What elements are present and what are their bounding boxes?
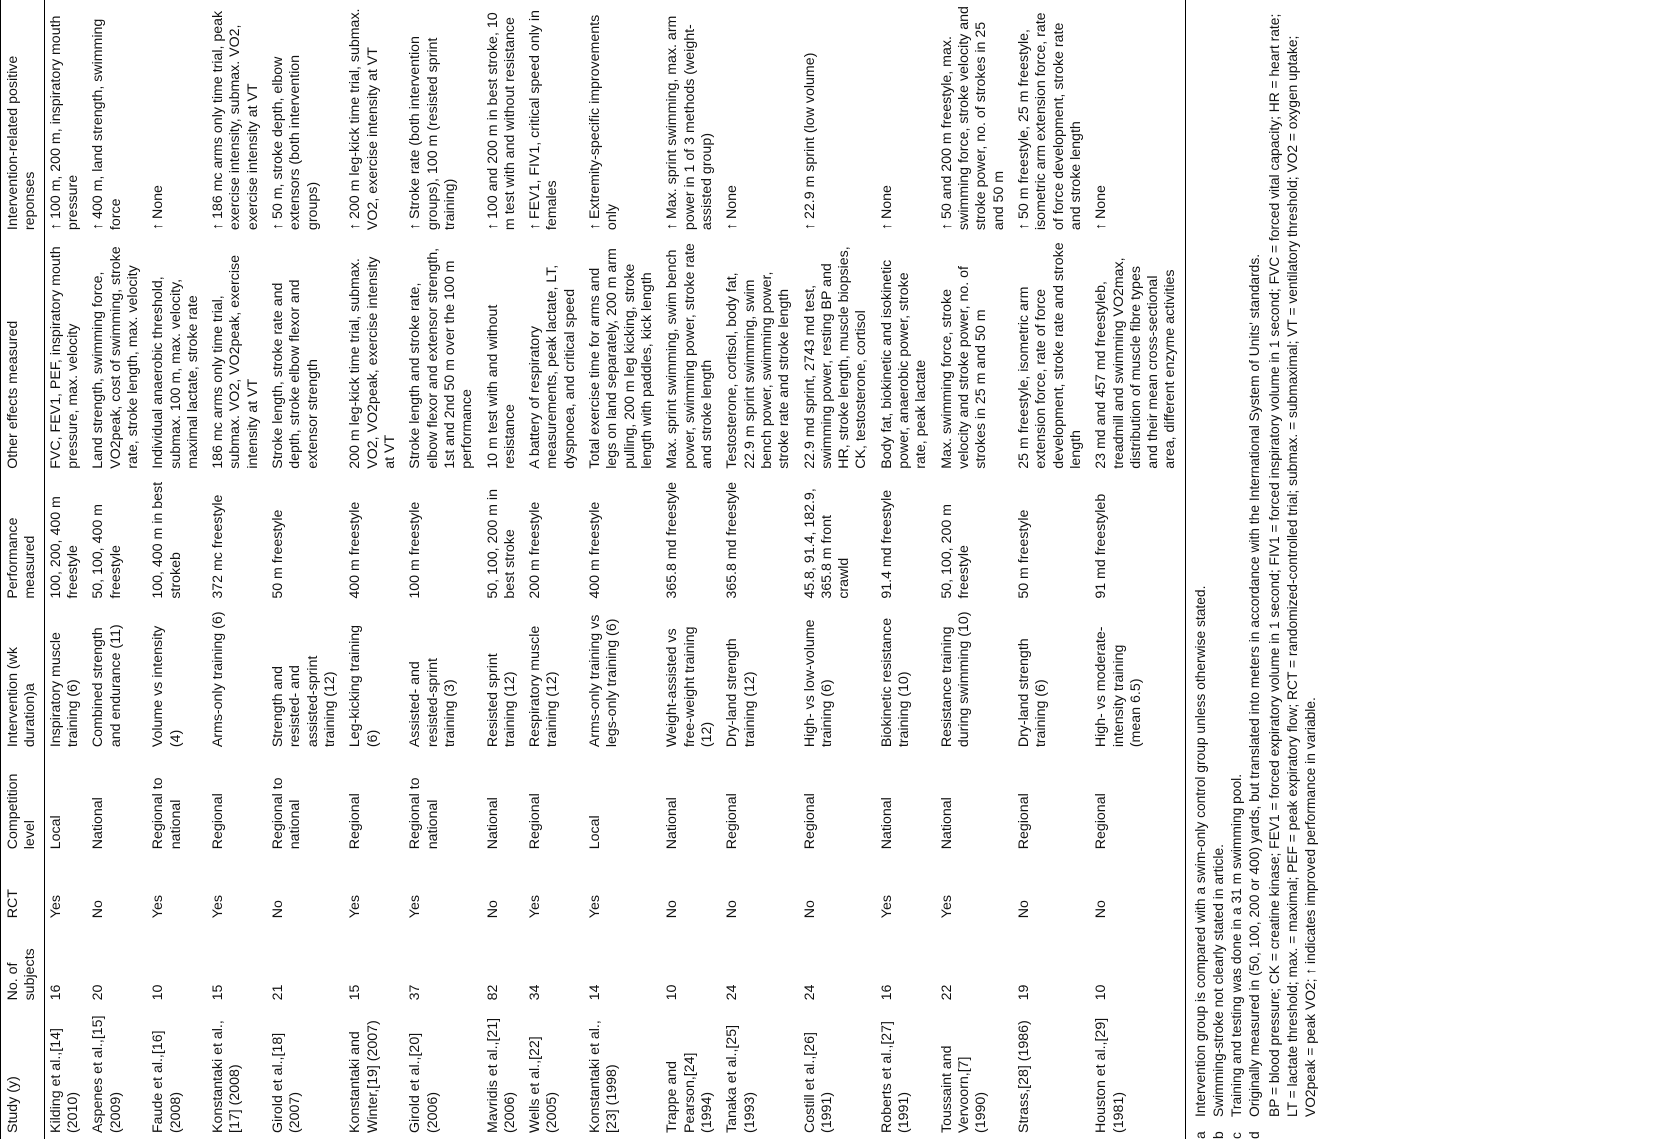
table-cell: ↑ 22.9 m sprint (low volume) [801,52,818,231]
table-cell: Regional [1090,753,1185,855]
table-cell: Dry-land strength training (6) [1015,638,1050,748]
table-cell: 16 [878,984,895,1001]
table-cell: Max. sprint swimming, swim bench power, swimming power, stroke rate and stroke length [664,243,715,469]
table-cell: Mavridis et al.,[21] (2006) [484,1017,518,1133]
table-cell: 24 [724,984,741,1001]
table-cell: No [270,900,287,919]
table-cell: 10 m test with and without resistance [484,304,518,469]
table-cell: Total exercise time for arms and legs on land separately, 200 m arm pulling, 200 m leg kicking, stroke length with paddles, kick length [587,248,655,469]
table-cell: No [801,900,818,919]
table-cell: Yes [407,895,424,919]
table-cell: No [724,900,741,919]
table-cell: Dry-land strength training (12) [724,638,758,748]
table-cell: 372 mc freestyle [210,494,227,599]
table-cell: ↑ FEV1, FIV1, critical speed only in females [527,10,561,231]
table-cell: ↑ None [724,185,741,231]
table-cell: 50 m freestyle [270,509,287,599]
table-cell: 50, 100, 400 m freestyle [90,504,124,599]
footnote [1246,4,1264,1139]
table-cell: National [484,797,501,850]
table-row [1090,0,1185,1139]
table-cell: ↑ Extremity-specific improvements only [587,14,621,231]
table-cell: Respiratory muscle training (12) [527,625,561,748]
footnote-text: Intervention group is compared with a swim-only control group unless otherwise stated. [1192,585,1208,1117]
table-cell: Wells et al.,[22] (2005) [527,1036,561,1133]
footnote-text: Training and testing was done in a 31 m swimming pool. [1229,773,1245,1117]
table-cell: ↑ 186 mc arms only time trial, peak exercise intensity, submax. VO2, exercise intensity at VT [210,10,261,231]
footnote-text: Swimming-stroke not clearly stated in article. [1210,844,1226,1117]
table-cell: Volume vs intensity (4) [150,625,184,748]
table-cell: Konstantaki and Winter,[19] (2007) [347,1020,381,1133]
table-cell: Land strength, swimming force, VO2peak, cost of swimming, stroke rate, stroke length, max. velocity [90,246,141,469]
table-cell: Faude et al.,[16] (2008) [150,1030,184,1133]
table-cell: ↑ 200 m leg-kick time trial, submax. VO2, exercise intensity at VT [347,8,381,231]
table-cell: Strength and resisted- and assisted-sprint training (12) [270,655,338,748]
table-cell: Konstantaki et al.,[23] (1998) [587,1020,621,1133]
footnote-letter: d [1247,1131,1263,1139]
table-cell: 400 m freestyle [347,501,364,599]
table-cell: 21 [270,984,287,1001]
table-cell: ↑ Max. sprint swimming, max. arm power in 1 of 3 methods (weight-assisted group) [664,15,715,231]
table-cell: Arms-only training (6) [210,611,227,748]
footnotes [1192,4,1320,1139]
table-cell: Body fat, biokinetic and isokinetic power, anaerobic power, stroke rate, peak lactate [878,259,930,469]
table-row [147,0,207,1139]
table-cell: Regional to national [150,777,184,850]
footnote-text: Originally measured in (50, 100, 200 or 400) yards, but translated into meters in accordance with the International System of Units' standards. [1247,253,1263,1117]
table-cell: Weight-assisted vs free-weight training (12) [664,626,715,748]
column-header: Competition level [1,753,45,855]
table-row [524,0,584,1139]
table-cell: Local [47,815,64,850]
table-cell: Roberts et al.,[27] (1991) [878,1021,913,1133]
table-cell: Aspenes et al.,[15] (2009) [90,1015,124,1133]
column-header: No. of subjects [1,924,45,1006]
table-row [799,0,876,1139]
table-row [936,0,1013,1139]
footnote [1192,4,1210,1139]
table-cell: Regional [801,793,818,850]
table-cell: Local [587,815,604,850]
table-row [584,0,661,1139]
table-cell: Yes [150,895,167,919]
table-cell: ↑ Stroke rate (both intervention groups), 100 m (resisted sprint training) [407,36,458,231]
table-cell: 200 m freestyle [527,501,544,599]
table-cell: Regional to national [407,777,441,850]
table-cell: Costill et al.,[26] (1991) [801,1032,835,1133]
table-cell: Combined strength and endurance (11) [90,624,124,748]
table-cell: Yes [878,895,895,919]
table-cell: 50 m freestyle [1015,509,1032,599]
table-cell: Regional to national [270,777,304,850]
table-cell: A battery of respiratory measurements, peak lactate, LT, dyspnoea, and critical speed [527,264,578,469]
table-cell: 22.9 md sprint, 2743 md test, swimming power, resting BP and HR, stroke length, muscle biopsies, CK, testosterone, cortisol [801,246,870,469]
table-cell: 10 [150,984,167,1001]
table-cell: 25 m freestyle, isometric arm extension force, rate of force development, stroke rate and stroke length [1015,242,1084,469]
table-cell: No [484,900,501,919]
footnote [1210,4,1228,1139]
table-cell: High- vs low-volume training (6) [801,619,835,748]
table-cell: Regional [527,793,544,850]
column-header: Intervention-related positive reponses [1,0,45,236]
table-cell: Biokinetic resistance training (10) [878,617,913,748]
table-cell: 45.8, 91.4, 182.9, 365.8 m front crawld [801,488,853,599]
table-cell: ↑ None [150,185,167,231]
table-cell: No [90,900,107,919]
table-row [44,0,87,1139]
table-cell: ↑ 50 and 200 m freestyle, max. swimming force, stroke velocity and stroke power, no. of strokes in 25 and 50 m [938,6,1007,231]
table-cell: ↑ 100 m, 200 m, inspiratory mouth pressure [47,15,81,231]
table-header-row [1,0,45,1139]
table-row [661,0,721,1139]
table-cell: 200 m leg-kick time trial, submax. VO2, VO2peak, exercise intensity at VT [347,256,398,469]
table-cell: 91.4 md freestyle [878,489,895,599]
table-cell: 365.8 md freestyle [724,481,741,599]
table-cell: ↑ 100 and 200 m in best stroke, 10 m test with and without resistance [484,12,518,231]
footnote [1228,4,1246,1139]
footnote-letter: a [1192,1131,1208,1139]
table-cell: Yes [587,895,604,919]
table-cell: National [664,797,681,850]
table-cell: ↑ None [1090,0,1185,236]
table-cell: Leg-kicking training (6) [347,624,381,748]
table-cell: Konstantaki et al.,[17] (2008) [210,1020,244,1133]
table-cell: Yes [47,895,64,919]
table-cell: 37 [407,984,424,1001]
table-cell: 20 [90,984,107,1001]
abbreviations: BP = blood pressure; CK = creatine kinase; FEV1 = forced expiratory volume in 1 second; FIV1 = forced inspiratory volume in 1 second; FVC = forced vital capacity; HR = heart rate; LT = lactate threshold; max. = maximal; PEF = peak expiratory flow; RCT = randomized-controlled trial; submax. = submaximal; VT = ventilatory threshold; VO2 = oxygen uptake; VO2peak = peak VO2; ↑ indicates improved performance in variable. [1266,13,1318,1117]
column-header: Performance measured [1,475,45,605]
table-cell: FVC, FEV1, PEF, inspiratory mouth pressure, max. velocity [47,246,81,469]
table-cell: ↑ 50 m freestyle, 25 m freestyle, isometric arm extension force, rate of force development, stroke rate and stroke length [1015,12,1084,231]
table-cell: No [1015,900,1032,919]
table-cell: Regional [1015,793,1032,850]
table-body [44,0,1185,1139]
table-row [876,0,936,1139]
table-cell: 16 [47,984,64,1001]
table-cell: 82 [484,984,501,1001]
table-row [1013,0,1090,1139]
table-cell: 19 [1015,984,1032,1001]
table-cell: 100, 400 m in best strokeb [150,481,184,599]
table-cell: Resistance training during swimming (10) [938,611,972,748]
table-cell: Kilding et al.,[14] (2010) [47,1028,81,1133]
table-cell: 10 [664,984,681,1001]
table-cell: 10 [1090,924,1185,1006]
table-cell: Girold et al.,[20] (2006) [407,1032,441,1133]
table-cell: 91 md freestyleb [1090,475,1185,605]
table-cell: Houston et al.,[29] (1981) [1090,1006,1185,1139]
footnote-letter: c [1229,1132,1245,1139]
table-cell: Individual anaerobic threshold, submax. 100 m, max. velocity, maximal lactate, stroke rate [150,276,201,469]
table-cell: Testosterone, cortisol, body fat, 22.9 m sprint swimming, swim bench power, swimming power, stroke rate and stroke length [724,271,793,469]
table-cell: Girold et al.,[18] (2007) [270,1032,304,1133]
table-cell: 365.8 md freestyle [664,481,681,599]
table-row [482,0,525,1139]
table-cell: 34 [527,984,544,1001]
column-header: Study (y) [1,1006,45,1139]
table-cell: 50, 100, 200 m in best stroke [484,489,518,599]
table-cell: Assisted- and resisted-sprint training (3) [407,658,458,748]
table-cell: Yes [210,895,227,919]
table-cell: No [1090,855,1185,924]
table-cell: ↑ None [878,185,895,231]
table-cell: Toussaint and Vervoorn,[7] (1990) [938,1045,990,1133]
table-cell: 400 m freestyle [587,501,604,599]
footnote-letter: b [1210,1131,1226,1139]
table-row [344,0,404,1139]
table-cell: ↑ 400 m, land strength, swimming force [90,18,124,231]
table-cell: Max. swimming force, stroke velocity and stroke power, no. of strokes in 25 m and 50 m [938,266,990,469]
table-cell: 22 [938,984,955,1001]
table-cell: Yes [938,895,955,919]
table-cell: Stroke length and stroke rate, elbow flexor and extensor strength, 1st and 2nd 50 m over the 100 m performance [407,247,476,469]
table-cell: Yes [527,895,544,919]
table-cell: National [878,797,895,850]
table-cell: ↑ 50 m, stroke depth, elbow extensors (both intervention groups) [270,54,321,231]
table-row [267,0,344,1139]
table-cell: Resisted sprint training (12) [484,653,518,748]
table-cell: High- vs moderate-intensity training (mean 6.5) [1090,605,1185,754]
table-row [404,0,481,1139]
column-header: RCT [1,855,45,924]
table-cell: 100 m freestyle [407,501,424,599]
table-row [721,0,798,1139]
table-cell: 186 mc arms only time trial, submax. VO2, VO2peak, exercise intensity at VT [210,255,261,469]
column-header: Other effects measured [1,236,45,475]
table-cell: Trappe and Pearson,[24] (1994) [664,1052,715,1133]
table-cell: 15 [347,984,364,1001]
table-row [207,0,267,1139]
table-cell: Arms-only training vs legs-only training (6) [587,614,621,748]
table-row [87,0,147,1139]
table-cell: Yes [347,895,364,919]
table-cell: No [664,900,681,919]
table-cell: National [90,797,107,850]
table-cell: Strass,[28] (1986) [1015,1020,1032,1133]
table-cell: Inspiratory muscle training (6) [47,632,81,748]
table-cell: 50, 100, 200 m freestyle [938,504,972,599]
table-cell: 15 [210,984,227,1001]
table-cell: Stroke length, stroke rate and depth, stroke elbow flexor and extensor strength [270,279,321,469]
table-cell: 23 md and 457 md freestyleb, treadmill and swimming VO2max, distribution of muscle fibre types and their mean cross-sectional area, different enzyme activities [1090,236,1185,475]
table-cell: 14 [587,984,604,1001]
column-header: Intervention (wk duration)a [1,605,45,754]
table-cell: Tanaka et al.,[25] (1993) [724,1024,758,1133]
table-cell: Regional [724,793,741,850]
table-cell: Regional [210,793,227,850]
table-cell: 24 [801,984,818,1001]
table-cell: 100, 200, 400 m freestyle [47,496,81,599]
table-cell: Regional [347,793,364,850]
table-cell: National [938,797,955,850]
